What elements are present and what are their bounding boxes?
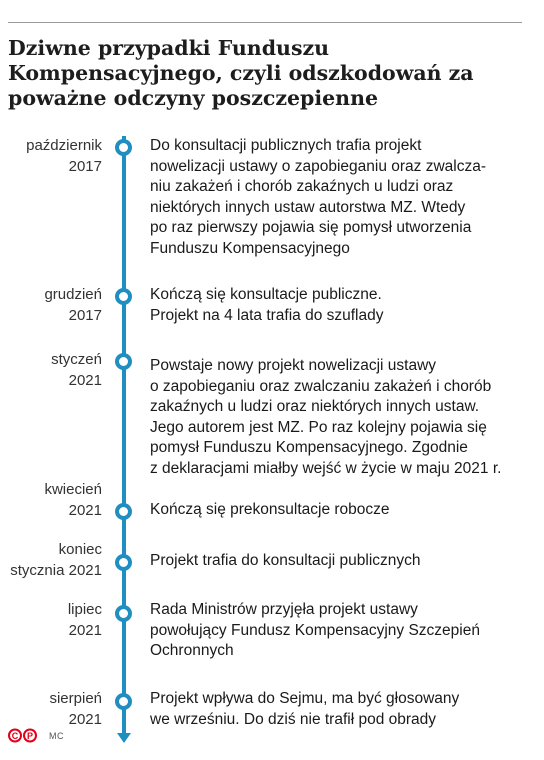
author-credit: MC: [49, 730, 64, 741]
timeline-dot: [115, 503, 132, 520]
top-rule: [8, 22, 522, 23]
event-description: Projekt trafia do konsultacji publicznych: [150, 552, 421, 569]
timeline-line: [122, 136, 126, 736]
event-date-year: 2021: [68, 710, 102, 728]
event-description: Rada Ministrów przyjęła projekt ustawy powołujący Fundusz Kompensacyjny Szczepień Ochronnych: [150, 601, 480, 659]
timeline-dot: [115, 605, 132, 622]
timeline-dot: [115, 693, 132, 710]
event-description: Projekt wpływa do Sejmu, ma być głosowany we wrześniu. Do dziś nie trafił pod obrady: [150, 690, 460, 728]
timeline-arrow-icon: [117, 733, 131, 743]
event-date: [0, 285, 102, 326]
event-date: [0, 136, 102, 177]
event-date-year: 2017: [68, 157, 102, 175]
event-date-month: sierpień: [49, 690, 102, 707]
event-description: Kończą się konsultacje publiczne. Projekt na 4 lata trafia do szuflady: [150, 286, 384, 324]
timeline-dot: [115, 139, 132, 156]
event-date: [0, 600, 102, 641]
event-date-year: stycznia 2021: [10, 561, 102, 579]
event-description: Powstaje nowy projekt nowelizacji ustawy o zapobieganiu oraz zwalczaniu zakażeń i chorób zakaźnych u ludzi oraz niektórych innych ustaw. Jego autorem jest MZ. Po raz kolejny pojawia się pomysł Funduszu Kompensacyjnego. Zgodnie z deklaracjami miałby wejść w życie w maju 2021 r.: [150, 357, 502, 477]
event-description: Kończą się prekonsultacje robocze: [150, 501, 390, 518]
event-date: [0, 689, 102, 730]
footer: [8, 728, 64, 743]
svg-text:C: C: [11, 731, 19, 741]
event-date: [0, 350, 102, 391]
svg-text:P: P: [26, 731, 34, 741]
publisher-logo-icon: [8, 728, 38, 743]
event-date: [0, 480, 102, 521]
event-date: [0, 540, 102, 581]
event-date-month: lipiec: [67, 601, 102, 618]
event-date-year: 2021: [68, 621, 102, 639]
page-title: Dziwne przypadki Funduszu Kompensacyjnego, czyli odszkodowań za poważne odczyny poszczepienne: [8, 36, 474, 110]
event-date-month: koniec: [58, 541, 102, 558]
event-date-month: październik: [26, 137, 102, 154]
event-date-year: 2021: [68, 501, 102, 519]
event-date-month: kwiecień: [44, 481, 102, 498]
event-date-month: grudzień: [44, 286, 102, 303]
event-date-year: 2021: [68, 371, 102, 389]
timeline-dot: [115, 288, 132, 305]
event-date-month: styczeń: [51, 351, 102, 368]
event-description: Do konsultacji publicznych trafia projekt nowelizacji ustawy o zapobieganiu oraz zwalcza- niu zakażeń i chorób zakaźnych u ludzi oraz niektórych innych ustaw autorstwa MZ. Wtedy po raz pierwszy pojawia się pomysł utworzenia Funduszu Kompensacyjnego: [150, 137, 487, 257]
event-date-year: 2017: [68, 306, 102, 324]
timeline-dot: [115, 353, 132, 370]
timeline-dot: [115, 554, 132, 571]
